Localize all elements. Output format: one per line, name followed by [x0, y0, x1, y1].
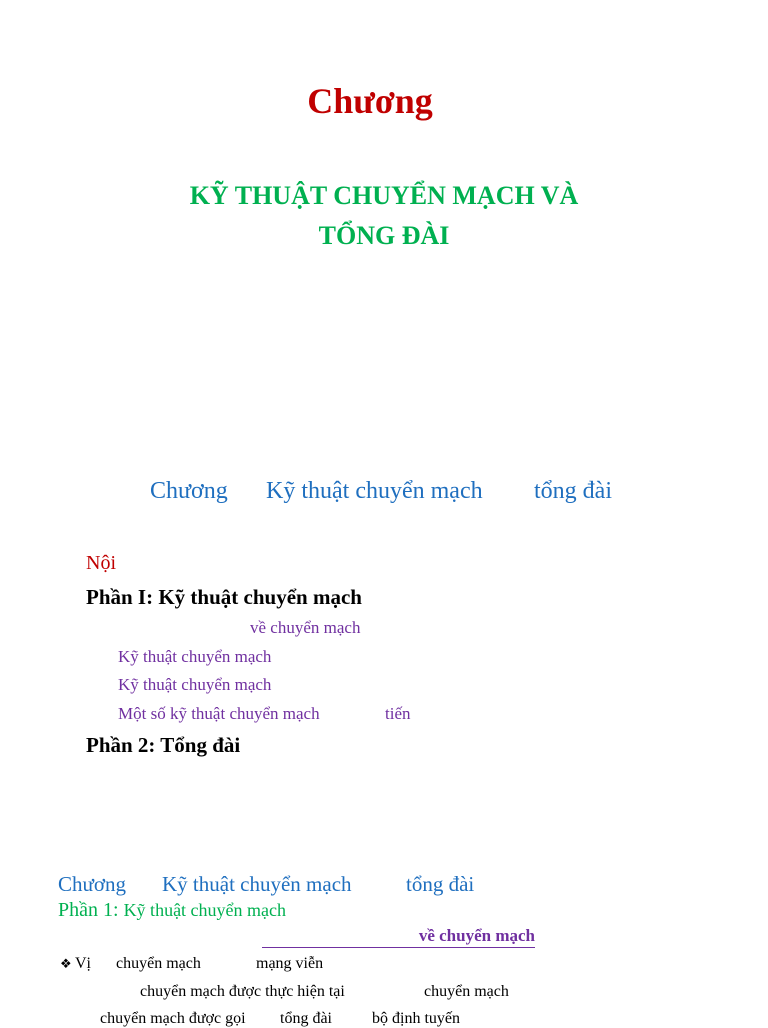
list-item: Kỹ thuật chuyển mạch [118, 647, 272, 666]
list-item: về chuyển mạch [250, 618, 361, 637]
content-label: Nội [86, 552, 116, 574]
header-chapter: Chương [58, 872, 126, 896]
header-topic-2: tổng đài [406, 872, 475, 896]
body-text: chuyển mạch được thực hiện tại [140, 983, 345, 1000]
part-prefix: Phần 1: [58, 899, 119, 921]
list-item: Một số kỹ thuật chuyển mạch [118, 704, 320, 723]
body-text: chuyển mạch [424, 983, 509, 1000]
header-topic: Kỹ thuật chuyển mạch [266, 478, 483, 504]
main-title-line-1: KỸ THUẬT CHUYỂN MẠCH VÀ [189, 181, 579, 210]
slide3-part-heading [58, 899, 286, 922]
list-item: Kỹ thuật chuyển mạch [118, 675, 272, 694]
part-1-heading: Phần I: Kỹ thuật chuyển mạch [86, 585, 362, 609]
body-text: chuyển mạch [116, 955, 201, 972]
main-title-line-2: TỔNG ĐÀI [318, 221, 450, 250]
header-topic: Kỹ thuật chuyển mạch [162, 872, 352, 896]
diamond-bullet-icon: ❖ [60, 956, 72, 971]
header-chapter: Chương [150, 478, 228, 504]
body-text: chuyển mạch được gọi [100, 1010, 246, 1027]
header-topic-2: tổng đài [534, 478, 612, 504]
section-heading: về chuyển mạch [262, 926, 535, 948]
part-text: Kỹ thuật chuyển mạch [123, 900, 287, 920]
body-text: bộ định tuyến [372, 1010, 460, 1027]
part-2-heading: Phần 2: Tổng đài [86, 733, 241, 757]
chapter-title: Chương [307, 81, 433, 121]
body-text: tổng đài [280, 1010, 332, 1027]
list-item: tiến [385, 704, 411, 723]
body-text: Vị [75, 955, 91, 972]
body-text: mạng viễn [256, 955, 324, 972]
